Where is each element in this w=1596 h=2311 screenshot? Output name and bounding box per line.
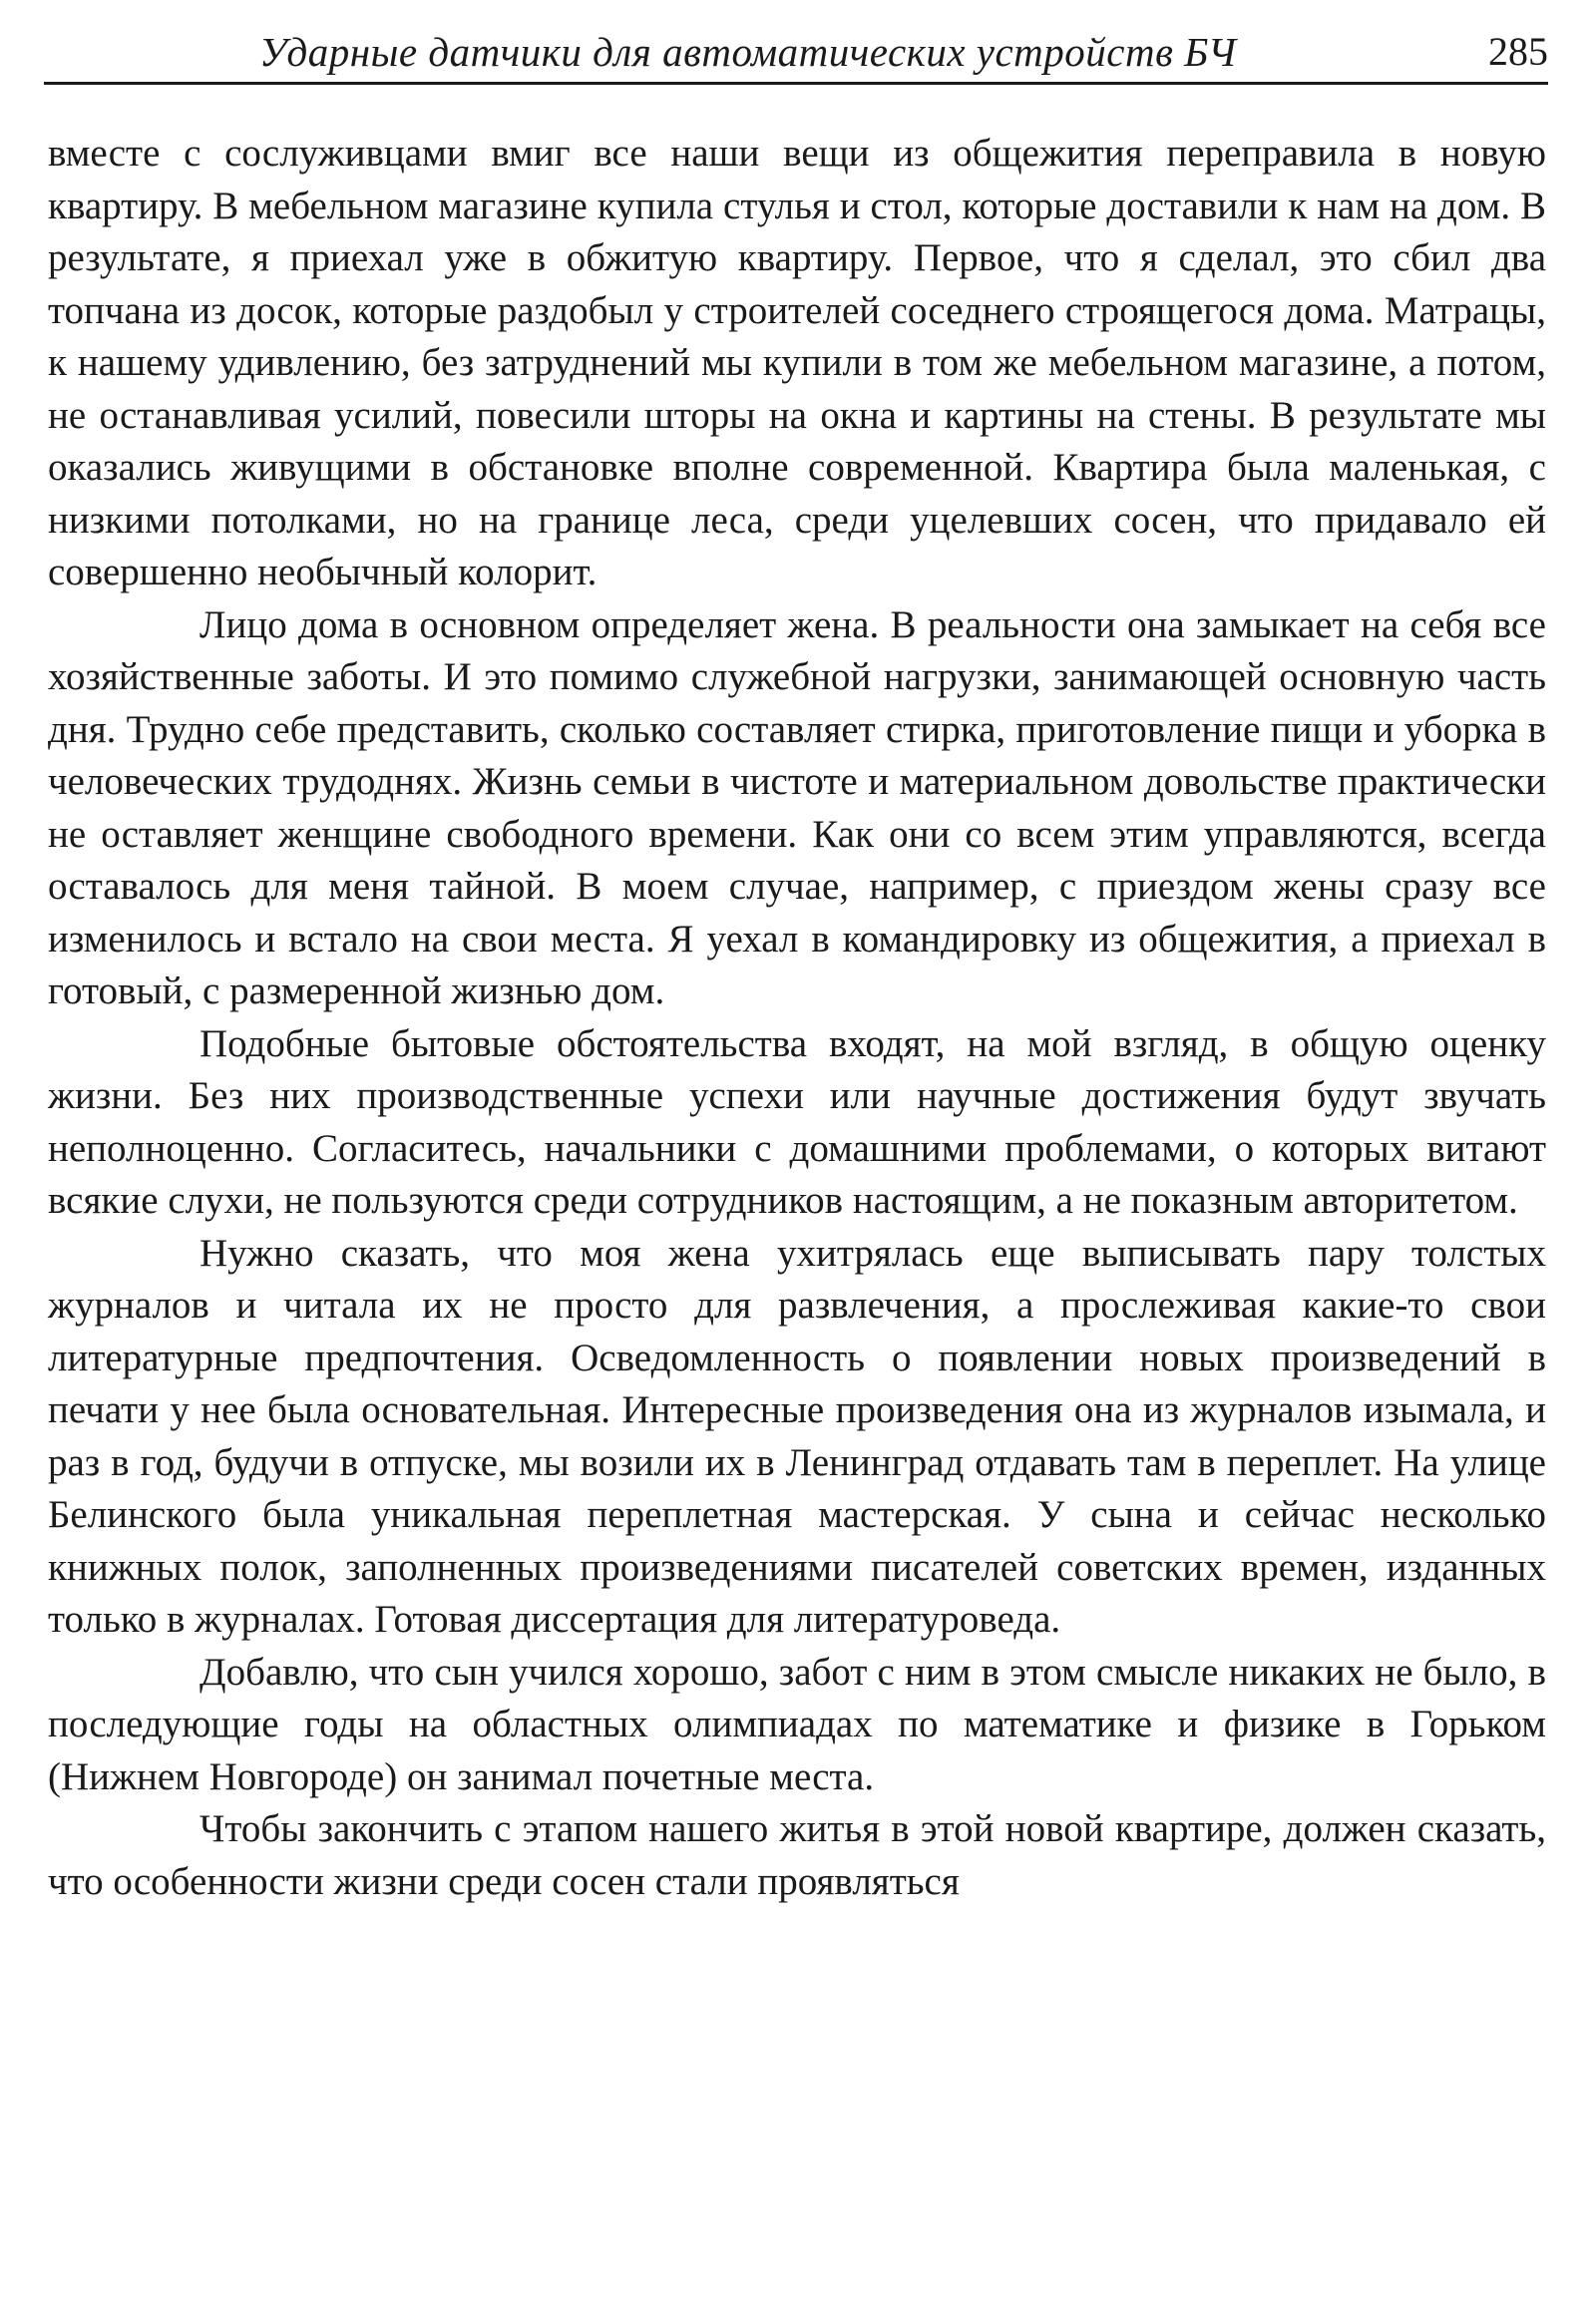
running-title: Ударные датчики для автоматических устройств БЧ bbox=[259, 29, 1237, 75]
paragraph: Лицо дома в основном определяет жена. В реальности она замыкает на себя все хозяйственные заботы. И это помимо служебной нагрузки, занимающей основную часть дня. Трудно себе представить, сколько составляет стирка, приготовление пищи и уборка в человеческих трудоднях. Жизнь семьи в чистоте и материальном довольстве практически не оставляет женщине свободного времени. Как они со всем этим управляются, всегда оставалось для меня тайной. В моем случае, например, с приездом жены сразу все изменилось и встало на свои места. Я уехал в командировку из общежития, а приехал в готовый, с размеренной жизнью дом. bbox=[48, 602, 1546, 1012]
paragraph: Чтобы закончить с этапом нашего житья в этой новой квартире, должен сказать, что особенности жизни среди сосен стали проявляться bbox=[48, 1807, 1546, 1903]
paragraph: Подобные бытовые обстоятельства входят, на мой взгляд, в общую оценку жизни. Без них производственные успехи или научные достижения будут звучать неполноценно. Согласитесь, начальники с домашними проблемами, о которых витают всякие слухи, не пользуются среди сотрудников настоящим, а не показным авторитетом. bbox=[48, 1021, 1546, 1222]
header-rule bbox=[44, 82, 1548, 85]
paragraph: Нужно сказать, что моя жена ухитрялась еще выписывать пару толстых журналов и читала их не просто для развлечения, а прослеживая какие-то свои литературные предпочтения. Осведомленность о появлении новых произведений в печати у нее была основательная. Интересные произведения она из журналов изымала, и раз в год, будучи в отпуске, мы возили их в Ленинград отдавать там в переплет. На улице Белинского была уникальная переплетная мастерская. У сына и сейчас несколько книжных полок, заполненных произведениями писателей советских времен, изданных только в журналах. Готовая диссертация для литературоведа. bbox=[48, 1231, 1546, 1641]
paragraph: вместе с сослуживцами вмиг все наши вещи из общежития переправила в новую квартиру. В мебельном магазине купила стулья и стол, которые доставили к нам на дом. В результате, я приехал уже в обжитую квартиру. Первое, что я сделал, это сбил два топчана из досок, которые раздобыл у строителей соседнего строящегося дома. Матрацы, к нашему удивлению, без затруднений мы купили в том же мебельном магазине, а потом, не останавливая усилий, повесили шторы на окна и картины на стены. В результате мы оказались живущими в обстановке вполне современной. Квартира была маленькая, с низкими потолками, но на границе леса, среди уцелевших сосен, что придавало ей совершенно необычный колорит. bbox=[48, 132, 1546, 593]
page-header bbox=[44, 22, 1548, 82]
body-text bbox=[48, 128, 1546, 1908]
paragraph: Добавлю, что сын учился хорошо, забот с ним в этом смысле никаких не было, в последующие годы на областных олимпиадах по математике и физике в Горьком (Нижнем Новгороде) он занимал почетные места. bbox=[48, 1650, 1546, 1798]
page-number: 285 bbox=[1488, 29, 1548, 74]
